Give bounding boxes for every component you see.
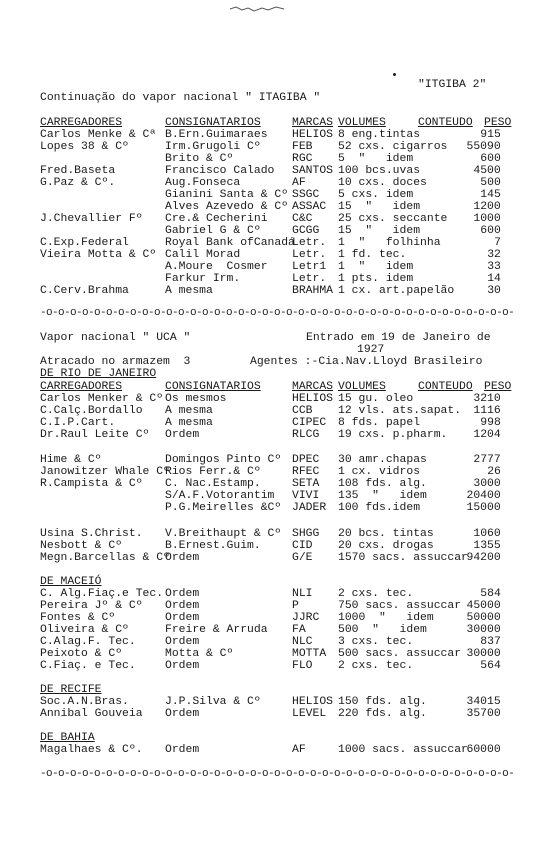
marca-value: P bbox=[292, 600, 299, 612]
peso-value: 1116 bbox=[473, 405, 501, 417]
consignatario-value: Ordem bbox=[165, 708, 200, 720]
marca-value: NLI bbox=[292, 588, 313, 600]
carregador-value: Soc.A.N.Bras. bbox=[40, 696, 129, 708]
marca-value: AF bbox=[292, 177, 306, 189]
volumes-value: 2 cxs. tec. bbox=[338, 588, 414, 600]
consignatario-value: V.Breithaupt & Cº bbox=[165, 528, 282, 540]
consignatario-value: Ordem bbox=[165, 552, 200, 564]
volumes-value: 2 cxs. tec. bbox=[338, 660, 414, 672]
marca-value: CID bbox=[292, 540, 313, 552]
carregador-value: C.I.P.Cart. bbox=[40, 417, 116, 429]
consignatario-value: S/A.F.Votorantim bbox=[165, 490, 275, 502]
volumes-value: 12 vls. ats.sapat. bbox=[338, 405, 462, 417]
peso-value: 30000 bbox=[466, 648, 501, 660]
carregador-value: Dr.Raul Leite Cº bbox=[40, 429, 150, 441]
consignatario-value: Ordem bbox=[165, 600, 200, 612]
peso-value: 4500 bbox=[473, 165, 501, 177]
header-peso: PESO bbox=[484, 117, 512, 129]
volumes-value: 750 sacs. assuccar bbox=[338, 600, 462, 612]
volumes-value: 15 " idem bbox=[338, 225, 421, 237]
peso-value: 1200 bbox=[473, 201, 501, 213]
volumes-value: 500 sacs. assuccar bbox=[338, 648, 462, 660]
peso-value: 600 bbox=[480, 225, 501, 237]
consignatario-value: Motta & Cº bbox=[165, 648, 234, 660]
consignatario-value: A mesma bbox=[165, 405, 213, 417]
volumes-value: 1 pts. idem bbox=[338, 273, 414, 285]
peso-value: 3000 bbox=[473, 478, 501, 490]
volumes-value: 108 fds. alg. bbox=[338, 478, 427, 490]
peso-value: 34015 bbox=[466, 696, 501, 708]
peso-value: 7 bbox=[494, 237, 501, 249]
carregador-value: Fred.Baseta bbox=[40, 165, 116, 177]
carregador-value: Vieira Motta & Cº bbox=[40, 249, 157, 261]
volumes-value: 135 " idem bbox=[338, 490, 427, 502]
header-carregador: CARREGADORES bbox=[40, 381, 123, 393]
peso-value: 1355 bbox=[473, 540, 501, 552]
marca-value: SANTOS bbox=[292, 165, 334, 177]
consignatario-value: Os mesmos bbox=[165, 393, 227, 405]
marca-value: RGC bbox=[292, 153, 313, 165]
carregador-value: Carlos Menke & Cª bbox=[40, 129, 157, 141]
consignatario-value: Alves Azevedo & Cº bbox=[165, 201, 289, 213]
header-consignatario: CONSIGNATARIOS bbox=[165, 117, 261, 129]
marca-value: FEB bbox=[292, 141, 313, 153]
carregador-value: Peixoto & Cº bbox=[40, 648, 123, 660]
volumes-value: 1 " folhinha bbox=[338, 237, 441, 249]
top-smudge bbox=[228, 0, 288, 8]
volumes-value: 15 gu. oleo bbox=[338, 393, 414, 405]
peso-value: 30 bbox=[487, 285, 501, 297]
atracado-text: Atracado no armazem 3 bbox=[40, 356, 191, 368]
peso-value: 45000 bbox=[466, 600, 501, 612]
peso-value: 500 bbox=[480, 177, 501, 189]
peso-value: 50000 bbox=[466, 612, 501, 624]
marca-value: C&C bbox=[292, 213, 313, 225]
origin-rio: DE RIO DE JANEIRO bbox=[40, 368, 157, 380]
ink-dot bbox=[393, 73, 396, 76]
carregador-value: C.Alag.F. Tec. bbox=[40, 636, 136, 648]
volumes-value: 20 bcs. tintas bbox=[338, 528, 434, 540]
consignatario-value: Gabriel G & Cº bbox=[165, 225, 261, 237]
carregador-value: Nesbott & Cº bbox=[40, 540, 123, 552]
carregador-value: Fontes & Cº bbox=[40, 612, 116, 624]
carregador-value: Pereira Jº & Cº bbox=[40, 600, 143, 612]
volumes-value: 5 " idem bbox=[338, 153, 414, 165]
marca-value: CIPEC bbox=[292, 417, 327, 429]
vapor-title: Vapor nacional " UCA " bbox=[40, 332, 191, 344]
consignatario-value: Aug.Fonseca bbox=[165, 177, 241, 189]
consignatario-value: Ordem bbox=[165, 588, 200, 600]
carregador-value: J.Chevallier Fº bbox=[40, 213, 143, 225]
peso-value: 584 bbox=[480, 588, 501, 600]
marca-value: FLO bbox=[292, 660, 313, 672]
marca-value: HELIOS bbox=[292, 696, 334, 708]
entrada-text: Entrado em 19 de Janeiro de bbox=[306, 332, 491, 344]
volumes-value: 8 eng.tintas bbox=[338, 129, 421, 141]
marca-value: RLCG bbox=[292, 429, 320, 441]
marca-value: BRAHMA bbox=[292, 285, 334, 297]
marca-value: HELIOS bbox=[292, 129, 334, 141]
marca-value: NLC bbox=[292, 636, 313, 648]
marca-value: JADER bbox=[292, 502, 327, 514]
peso-value: 998 bbox=[480, 417, 501, 429]
header-marca: MARCAS bbox=[292, 381, 334, 393]
consignatario-value: Domingos Pinto Cº bbox=[165, 454, 282, 466]
peso-value: 32 bbox=[487, 249, 501, 261]
marca-value: VIVI bbox=[292, 490, 320, 502]
origin-maceio: DE MACEIÓ bbox=[40, 576, 102, 588]
marca-value: GCGG bbox=[292, 225, 320, 237]
consignatario-value: P.G.Meirelles &Cº bbox=[165, 502, 282, 514]
marca-value: Letr. bbox=[292, 237, 327, 249]
consignatario-value: Ordem bbox=[165, 744, 200, 756]
volumes-value: 220 fds. alg. bbox=[338, 708, 427, 720]
marca-value: Letr. bbox=[292, 249, 327, 261]
carregador-value: C.Calç.Bordallo bbox=[40, 405, 143, 417]
consignatario-value: Ordem bbox=[165, 636, 200, 648]
volumes-value: 150 fds. alg. bbox=[338, 696, 427, 708]
consignatario-value: Calil Morad bbox=[165, 249, 241, 261]
volumes-value: 100 fds.idem bbox=[338, 502, 421, 514]
marca-value: FA bbox=[292, 624, 306, 636]
consignatario-value: A mesma bbox=[165, 285, 213, 297]
peso-value: 564 bbox=[480, 660, 501, 672]
consignatario-value: Cre.& Cecherini bbox=[165, 213, 268, 225]
peso-value: 55090 bbox=[466, 141, 501, 153]
peso-value: 145 bbox=[480, 189, 501, 201]
header-volumes: VOLUMES bbox=[338, 381, 386, 393]
volumes-value: 1000 sacs. assuccar bbox=[338, 744, 468, 756]
consignatario-value: Ordem bbox=[165, 429, 200, 441]
peso-value: 33 bbox=[487, 261, 501, 273]
consignatario-value: Francisco Calado bbox=[165, 165, 275, 177]
separator-2: -o-o-o-o-o-o-o-o-o-o-o-o-o-o-o-o-o-o-o-o-o-o-o-o-o-o-o-o-o-o-o-o-o-o-o-o-o-o-o- bbox=[40, 768, 515, 780]
marca-value: Letr1 bbox=[292, 261, 327, 273]
volumes-value: 1 fd. tec. bbox=[338, 249, 407, 261]
separator-1: -o-o-o-o-o-o-o-o-o-o-o-o-o-o-o-o-o-o-o-o-o-o-o-o-o-o-o-o-o-o-o-o-o-o-o-o-o-o-o- bbox=[40, 307, 515, 319]
volumes-value: 15 " idem bbox=[338, 201, 421, 213]
carregador-value: Hime & Cº bbox=[40, 454, 102, 466]
consignatario-value: Rios Ferr.& Cº bbox=[165, 466, 261, 478]
volumes-value: 10 cxs. doces bbox=[338, 177, 427, 189]
peso-value: 915 bbox=[480, 129, 501, 141]
origin-recife: DE RECIFE bbox=[40, 684, 102, 696]
consignatario-value: Farkur Irm. bbox=[165, 273, 241, 285]
volumes-value: 8 fds. papel bbox=[338, 417, 421, 429]
consignatario-value: Gianini Santa & Cº bbox=[165, 189, 289, 201]
carregador-value: G.Paz & Cº. bbox=[40, 177, 116, 189]
marca-value: ASSAC bbox=[292, 201, 327, 213]
consignatario-value: B.Ernest.Guim. bbox=[165, 540, 261, 552]
consignatario-value: A.Moure Cosmer bbox=[165, 261, 268, 273]
carregador-value: Megn.Barcellas & Cº bbox=[40, 552, 170, 564]
marca-value: SSGC bbox=[292, 189, 320, 201]
peso-value: 26 bbox=[487, 466, 501, 478]
peso-value: 600 bbox=[480, 153, 501, 165]
carregador-value: C.Exp.Federal bbox=[40, 237, 129, 249]
consignatario-value: Freire & Arruda bbox=[165, 624, 268, 636]
consignatario-value: C. Nac.Estamp. bbox=[165, 478, 261, 490]
marca-value: HELIOS bbox=[292, 393, 334, 405]
header-volumes: VOLUMES bbox=[338, 117, 386, 129]
page-label: "ITGIBA 2" bbox=[418, 79, 487, 91]
carregador-value: R.Campista & Cº bbox=[40, 478, 143, 490]
origin-bahia: DE BAHIA bbox=[40, 732, 95, 744]
marca-value: MOTTA bbox=[292, 648, 327, 660]
carregador-value: Magalhaes & Cº. bbox=[40, 744, 143, 756]
carregador-value: Annibal Gouveia bbox=[40, 708, 143, 720]
marca-value: SETA bbox=[292, 478, 320, 490]
carregador-value: Janowitzer Whale Cº bbox=[40, 466, 170, 478]
header-peso: PESO bbox=[484, 381, 512, 393]
marca-value: JJRC bbox=[292, 612, 320, 624]
marca-value: AF bbox=[292, 744, 306, 756]
volumes-value: 30 amr.chapas bbox=[338, 454, 427, 466]
marca-value: Letr. bbox=[292, 273, 327, 285]
carregador-value: C.Cerv.Brahma bbox=[40, 285, 129, 297]
volumes-value: 1 cx. art.papelão bbox=[338, 285, 455, 297]
volumes-value: 5 cxs. idem bbox=[338, 189, 414, 201]
carregador-value: Lopes 38 & Cº bbox=[40, 141, 129, 153]
marca-value: G/E bbox=[292, 552, 313, 564]
peso-value: 35700 bbox=[466, 708, 501, 720]
consignatario-value: A mesma bbox=[165, 417, 213, 429]
volumes-value: 3 cxs. tec. bbox=[338, 636, 414, 648]
header-conteudo: CONTEUDO bbox=[418, 381, 473, 393]
marca-value: LEVEL bbox=[292, 708, 327, 720]
volumes-value: 1 cx. vidros bbox=[338, 466, 421, 478]
consignatario-value: J.P.Silva & Cº bbox=[165, 696, 261, 708]
volumes-value: 500 " idem bbox=[338, 624, 427, 636]
peso-value: 30000 bbox=[466, 624, 501, 636]
volumes-value: 1 " idem bbox=[338, 261, 414, 273]
header-marca: MARCAS bbox=[292, 117, 334, 129]
peso-value: 3210 bbox=[473, 393, 501, 405]
entrada-year: 1927 bbox=[357, 344, 385, 356]
carregador-value: Usina S.Christ. bbox=[40, 528, 143, 540]
peso-value: 2777 bbox=[473, 454, 501, 466]
volumes-value: 20 cxs. drogas bbox=[338, 540, 434, 552]
marca-value: SHGG bbox=[292, 528, 320, 540]
agentes-text: Agentes :-Cia.Nav.Lloyd Brasileiro bbox=[250, 356, 483, 368]
volumes-value: 52 cxs. cigarros bbox=[338, 141, 448, 153]
consignatario-value: Irm.Grugoli Cº bbox=[165, 141, 261, 153]
volumes-value: 25 cxs. seccante bbox=[338, 213, 448, 225]
header-consignatario: CONSIGNATARIOS bbox=[165, 381, 261, 393]
peso-value: 94200 bbox=[466, 552, 501, 564]
volumes-value: 1570 sacs. assuccar bbox=[338, 552, 468, 564]
carregador-value: C. Alg.Fiaç.e Tec. bbox=[40, 588, 164, 600]
carregador-value: Oliveira & Cº bbox=[40, 624, 129, 636]
peso-value: 1060 bbox=[473, 528, 501, 540]
peso-value: 837 bbox=[480, 636, 501, 648]
marca-value: DPEC bbox=[292, 454, 320, 466]
consignatario-value: Ordem bbox=[165, 660, 200, 672]
consignatario-value: Ordem bbox=[165, 612, 200, 624]
peso-value: 60000 bbox=[466, 744, 501, 756]
volumes-value: 1000 " idem bbox=[338, 612, 434, 624]
marca-value: RFEC bbox=[292, 466, 320, 478]
consignatario-value: Royal Bank ofCanadá bbox=[165, 237, 295, 249]
marca-value: CCB bbox=[292, 405, 313, 417]
consignatario-value: Brito & Cº bbox=[165, 153, 234, 165]
carregador-value: Carlos Menker & Cº bbox=[40, 393, 164, 405]
section1-title: Continuação do vapor nacional " ITAGIBA " bbox=[40, 92, 321, 104]
peso-value: 14 bbox=[487, 273, 501, 285]
peso-value: 1000 bbox=[473, 213, 501, 225]
volumes-value: 19 cxs. p.pharm. bbox=[338, 429, 448, 441]
header-carregador: CARREGADORES bbox=[40, 117, 123, 129]
peso-value: 1204 bbox=[473, 429, 501, 441]
header-conteudo: CONTEUDO bbox=[418, 117, 473, 129]
peso-value: 15000 bbox=[466, 502, 501, 514]
volumes-value: 100 bcs.uvas bbox=[338, 165, 421, 177]
peso-value: 20400 bbox=[466, 490, 501, 502]
consignatario-value: B.Ern.Guimaraes bbox=[165, 129, 268, 141]
carregador-value: C.Fiaç. e Tec. bbox=[40, 660, 136, 672]
